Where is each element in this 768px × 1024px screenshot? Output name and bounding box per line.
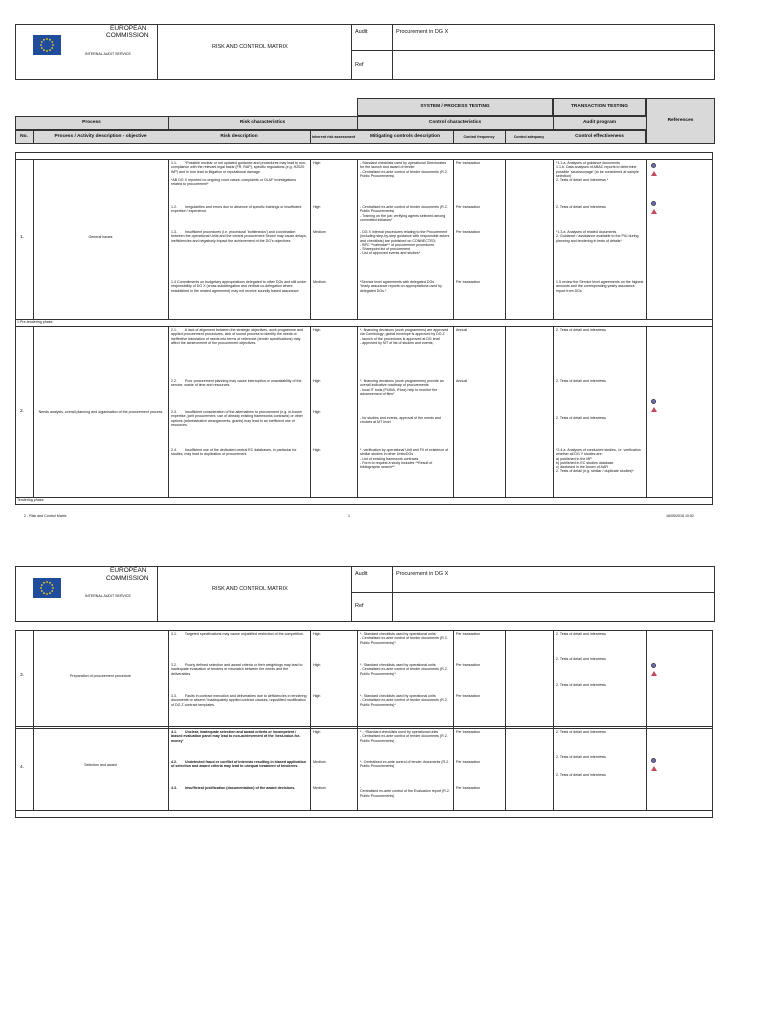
phase-pre-tendering: 1.Pre-tendering phase [17,320,53,324]
row3-process: Preparation of procurement procedure [70,673,131,678]
org-line-2: COMMISSION [106,32,149,39]
row1-process: General issues [88,234,113,239]
reference-link-icon[interactable] [651,163,656,168]
risk-2-1: 2.1. A lack of alignment between the strategic objectives, work programme and applied procurement procedures, lack of sound process to identify the needs or ineffective translation of needs into terms of reference (tender specifications) may affect the achievement of the procurement objectives. [171,328,305,345]
risk-1-1: 1.1. *Possible unclear or not updated guidance and procedures may lead to non-compliance with the relevant legal basis (FR, RAP), specific regulations (e.g. H2020 WP) and in turn lead to litigation or reputational damage. *AB DG X reported no ongoing court cases; complaints or OLAF investigations related to procurement* [171,161,307,187]
row4-no: 4. [20,765,25,770]
risk-level-2-3: High [313,410,321,414]
control-characteristics-header: Control characteristics [428,120,482,126]
freq-1-4: Per transaction [456,280,481,284]
risk-3-2: 3.2. Poorly defined selection and award criteria or their weightings may lead to inadequate evaluation of tenders or mismatch between the needs and the deliverables. [171,663,304,676]
control-3-1: *- Standard checklists used by operational units - Centralised ex-ante control of tender documents (R.2. Public Procurements)* [360,632,448,645]
freq-2-2: Annual [456,379,468,383]
inherent-risk-header: Inherent risk assessment [311,134,356,139]
risk-level-1-1: High [313,161,321,165]
system-testing-label: SYSTEM / PROCESS TESTING [420,104,490,110]
risk-level-4-1: High [313,730,321,734]
row2-process: Needs analysis, overall planning and organisation of the procurement process [38,409,163,414]
phase-tendering: Tendering phase [17,498,44,502]
risk-level-3-3: High [313,694,321,698]
risk-1-3: 1.3. Insufficient procedures (i.e. procedural 'bottlenecks') and coordination between the operational Units and the central procurement Sector may cause delays, inefficiencies and negatively impact the achievement of the DG's objectives [171,230,308,243]
risk-level-4-3: Medium [313,786,326,790]
eff-1-2: 2. Tests of detail and interviews [556,205,606,209]
eff-4-3: 2. Tests of detail and interviews [556,773,606,777]
freq-3-3: Per transaction [456,694,481,698]
control-4-2: *- Centralised ex-ante control of tender documents (R.2. Public Procurements) [360,760,451,769]
freq-1-3: Per transaction [456,230,481,234]
freq-4-2: Per transaction [456,760,481,764]
warning-triangle-icon[interactable] [651,209,657,214]
risk-1-4: 1.4 Commitments on budgetary appropriations delegated to other DGs and still under responsibility of DG X (cross-subdelegation and vertical co-delegation where established in the related agreement) may not receive soundly based assurance. [171,280,308,293]
risk-3-1: 3.1. Targeted specifications may cause unjustified restriction of the competition. [171,632,304,636]
control-2-3: - for studies and events, approval of the needs and choices at MT level [360,416,442,425]
warning-triangle-icon[interactable] [651,171,657,176]
freq-4-1: Per transaction [456,730,481,734]
warning-triangle-icon[interactable] [651,671,657,676]
risk-4-2: 4.2. Undetected fraud or conflict of interests resulting in biased application of selection and award criteria may lead to unequal treatment of tenderers. [171,760,307,769]
control-3-3: *- Standard checklists used by operational units - Centralised ex-ante control of tender documents (R.2. Public Procurements)* [360,694,448,707]
risk-level-1-4: Medium [313,280,326,284]
org-line-1: EUROPEAN [110,25,147,32]
risk-2-2: 2.2. Poor procurement planning may cause interruption or unavailability of the service, waste of time and resources. [171,379,303,388]
doc-title: RISK AND CONTROL MATRIX [212,586,288,592]
mitigating-header: Mitigating controls description [369,134,441,140]
risk-level-3-1: High [313,632,321,636]
eff-1-3: *1.3.a. Analyses of related documents 2. Guidance / assistance available to the PIU during planning and tendering in tests of details* [556,230,639,243]
eff-2-2: 2. Tests of detail and interviews [556,379,606,383]
risk-level-3-2: High [313,663,321,667]
reference-link-icon[interactable] [651,399,656,404]
risk-level-2-1: High [313,328,321,332]
eu-flag-logo [33,35,61,55]
risk-level-1-2: High [313,205,321,209]
risk-level-4-2: Medium [313,760,326,764]
risk-4-3: 4.3. Insufficient justification (documentation) of the award decisions. [171,786,296,790]
control-frequency-header: Control frequency [463,134,495,139]
audit-value: Procurement in DG X [396,29,449,35]
risk-4-1: 4.1. Unclear, inadequate selection and award criteria or incompetent / biased evaluation panel may lead to non-achievement of the 'best-value-for-money' [171,730,301,743]
no-header: No. [20,134,28,140]
eff-3-3: 2. Tests of detail and interviews [556,683,606,687]
warning-triangle-icon[interactable] [651,766,657,771]
warning-triangle-icon[interactable] [651,407,657,412]
freq-2-1: Annual [456,328,468,332]
ref-label: Ref [355,603,364,609]
control-1-4: *Service level agreements with delegated DGs Yearly assurance reports on appropriations used by delegated DGs.* [360,280,442,293]
risk-1-2: 1.2. Irregularities and errors due to absence of specific trainings or insufficient expertise / experience. [171,205,303,214]
audit-label: Audit [355,29,368,35]
row2-no: 2. [20,409,25,414]
process-header: Process [82,120,101,126]
control-2-2: *- financing decisions (work programmes) provide an overall indicative roadmap of procurements - local IT tools (PUMA, iFlow) help to monitor the advancement of files* [360,379,444,396]
eff-4-2: 2. Tests of detail and interviews [556,755,606,759]
eff-2-1: 2. Tests of detail and interviews [556,328,606,332]
freq-1-2: Per transaction [456,205,481,209]
risk-level-1-3: Medium [313,230,326,234]
eff-2-3: 2. Tests of detail and interviews [556,416,606,420]
control-2-4: *- verification by operational Unit and FII of existence of similar studies in other Units/DGs - List of existing framework contracts - Form to request a study includes **Result of bibliographic search** [360,448,449,470]
risk-2-3: 2.3. Insufficient consideration of the alternatives to procurement (e.g. in-house expertise, joint procurement, use of already existing frameworks contracts) or other options (administrative arrangements, grants) may lead to an inefficient use of resources. [171,410,304,427]
eff-3-2: 2. Tests of detail and interviews [556,657,606,661]
control-1-1: - Standard checklists used by operational Directorates for the launch and award of tender - Centralised ex-ante control of tender documents (R.2. Public Procurements) [360,161,448,178]
eff-1-1: *1.1.a. Analyses of guidance documents 1.1.b. Data analyses of ABAC reports to determine possible 'saucissonage' (to be considered at sample selection) 2. Tests of detail and interviews * [556,161,639,183]
risk-level-2-4: High [313,448,321,452]
control-adequacy-header: Control adequacy [513,134,545,139]
risk-3-3: 3.3. Faults in contract execution and deliverables due to deficiencies in tendering documents or absent / inadequately applied contract clauses, unjustified modification of DG Z contract templates. [171,694,308,707]
control-1-3: - DG X internal procedures relating to the Procurement (including step-by-step guidance with responsible actors and checklists) are published on CONNECTED; - BPC **calendar** of procurement procedures - Sharepoint list of procurement - List of approved events and studies* [360,230,450,256]
service-name: INTERNAL AUDIT SERVICE [85,52,131,56]
ref-label: Ref [355,62,364,68]
doc-title: RISK AND CONTROL MATRIX [212,44,288,50]
risk-characteristics-header: Risk characteristics [239,120,286,126]
row4-process: Selection and award [84,762,117,767]
freq-1-1: Per transaction [456,161,481,165]
audit-program-header: Audit program [582,120,617,126]
eff-4-1: 2. Tests of detail and interviews [556,730,606,734]
reference-link-icon[interactable] [651,663,656,668]
control-effectiveness-header: Control effectiveness [575,134,624,140]
eff-3-1: 2. Tests of detail and interviews [556,632,606,636]
control-4-3: - Centralised ex-ante control of the Evaluation report (R.2. Public Procurements) [360,785,450,798]
eu-flag-logo [33,578,61,598]
row3-no: 3. [20,673,25,678]
control-3-2: *- Standard checklists used by operational units - Centralised ex-ante control of tender documents (R.2. Public Procurements)* [360,663,448,676]
control-4-1: * - *Standard checklists used by operational units - Centralised ex-ante control of tender documents (R.2. Public Procurements) [360,730,448,743]
control-2-1: *- financing decisions (work programmes) are approved via Comitology; global envelope is approved by DG Z - launch of the procedures is approved at DG level - approved by MT of list of studies and events; [360,328,449,345]
footer-page-number: 1 [348,514,350,518]
risk-level-2-2: High [313,379,321,383]
footer-date: 16/05/2018 10:52 [666,514,694,518]
freq-3-1: Per transaction [456,632,481,636]
freq-4-3: Per transaction [456,786,481,790]
freq-3-2: Per transaction [456,663,481,667]
process-desc-header: Process / Activity description - objective [54,134,147,140]
transaction-testing-label: TRANSACTION TESTING [570,104,629,110]
eff-2-4: *2.4.a. Analyses of conducted studies, i.e. verification whether all DG Y studies are: a) published in the MP b) published in EC studies database c) disclosed in the Annex of AAR 2. Tests of detail (e.g. similar / duplicate studies)* [556,448,641,474]
eff-1-4: 1.5 review the Service level agreements on the highest amounts and the corresponding yearly assurance report from DGs [556,280,645,293]
footer-left: 2 - Risk and Control Matrix [24,514,67,518]
org-line-2: COMMISSION [106,575,149,582]
service-name: INTERNAL AUDIT SERVICE [85,594,131,598]
references-header: References [667,118,694,124]
risk-desc-header: Risk description [220,134,258,140]
risk-2-4: 2.4. Insufficient use of the dedicated central EC databases, in particular for studies, may lead to duplication of procurement. [171,448,298,457]
reference-link-icon[interactable] [651,201,656,206]
row1-no: 1. [20,235,25,240]
audit-value: Procurement in DG X [396,571,449,577]
control-1-2: - Centralised ex-ante control of tender documents (R.2. Public Procurements) - Training on the job; verifying agents selected among committed initiators* [360,205,448,222]
org-line-1: EUROPEAN [110,567,147,574]
audit-label: Audit [355,571,368,577]
reference-link-icon[interactable] [651,758,656,763]
